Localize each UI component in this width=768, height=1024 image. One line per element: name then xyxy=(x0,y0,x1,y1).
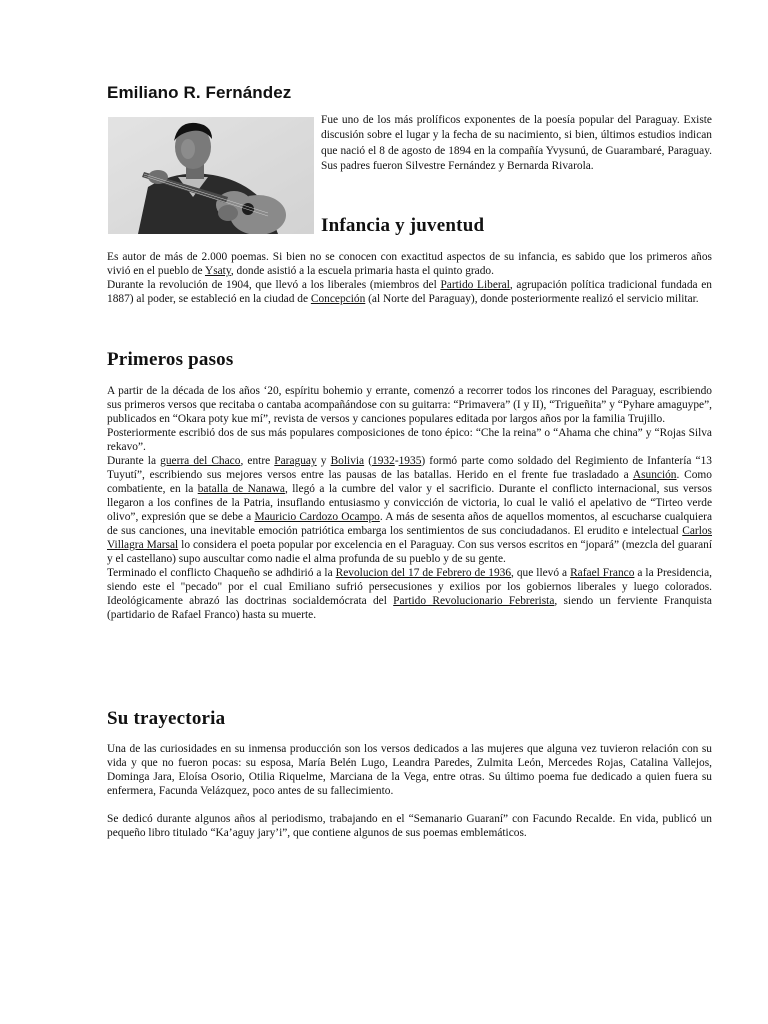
trayectoria-paragraph-2: Se dedicó durante algunos años al periodismo, trabajando en el “Semanario Guaraní” con Facundo Recalde. En vida, publicó un pequeño libro titulado “Ka’aguy jary’i”, que contiene algunos de sus poemas emblemáticos. xyxy=(107,813,712,839)
heading-primeros: Primeros pasos xyxy=(107,349,234,370)
infancia-paragraph-2: Durante la revolución de 1904, que llevó a los liberales (miembros del Partido Liberal, agrupación política tradicional fundada en 1887) al poder, se estableció en la ciudad de Concepción (al Norte del Paraguay), donde posteriormente realizó el servicio militar. xyxy=(107,279,712,305)
infancia-paragraph-1: Es autor de más de 2.000 poemas. Si bien no se conocen con exactitud aspectos de su infancia, es sabido que los primeros años vivió en el pueblo de Ysaty, donde asistió a la escuela primaria hasta el quinto grado. xyxy=(107,251,712,277)
link-1932[interactable]: 1932 xyxy=(372,455,395,467)
link-1935[interactable]: 1935 xyxy=(398,455,422,467)
primeros-paragraph-3: Durante la guerra del Chaco, entre Paraguay y Bolivia (1932-1935) formó parte como soldado del Regimiento de Infantería “13 Tuyutí”, escribiendo sus mejores versos entre las pausas de las batallas. Herido en el frente fue trasladado a Asunción. Como combatiente, en la batalla de Nanawa, llegó a la cumbre del valor y el sacrificio. Durante el conflicto internacional, sus versos llegaron a los confines de la Patria, insuflando entusiasmo y convicción de victoria, lo cual le valió el apelativo de “Tirteo verde olivo”, expresión que se debe a Mauricio Cardozo Ocampo. A más de sesenta años de aquellos momentos, al escucharse cualquiera de sus canciones, una inevitable emoción patriótica embarga los sentimientos de sus conciudadanos. El erudito e intelectual Carlos Villagra Marsal lo considera el poeta popular por excelencia en el Paraguay. Con sus versos escritos en “jopará” (mezcla del guaraní y el castellano) supo auscultar como nadie el alma profunda de su pueblo y de su gente. xyxy=(107,455,713,565)
trayectoria-paragraph-1: Una de las curiosidades en su inmensa producción son los versos dedicados a las mujeres que alguna vez tuvieron relación con su vida y que no fueron pocas: su esposa, María Belén Lugo, Leandra Paredes, Zulmita León, Mercedes Rojas, Catalina Vallejos, Dominga Jara, Eloísa Osorio, Otilia Riquelme, Marciana de la Vega, entre otras. Su último poema fue dedicado a quien fuera su enfermera, Facunda Velázquez, poco antes de su fallecimiento. xyxy=(107,743,712,797)
primeros-paragraph-4: Terminado el conflicto Chaqueño se adhdirió a la Revolucion del 17 de Febrero de 1936, que llevó a Rafael Franco a la Presidencia, siendo este el "pecado" por el cual Emiliano sufrió persecusiones y exilios por los gobiernos liberales y luego colorados. Ideológicamente abrazó las doctrinas socialdemócrata del Partido Revolucionario Febrerista, siendo un ferviente Franquista (partidario de Rafael Franco) hasta su muerte. xyxy=(107,567,712,621)
link-carlos-villagra-marsal[interactable]: Carlos Villagra Marsal xyxy=(107,525,712,551)
link-mauricio-cardozo-ocampo[interactable]: Mauricio Cardozo Ocampo xyxy=(254,511,380,523)
section-trayectoria xyxy=(107,742,712,840)
portrait-photo xyxy=(108,117,314,234)
link-paraguay[interactable]: Paraguay xyxy=(274,455,317,467)
heading-trayectoria: Su trayectoria xyxy=(107,708,226,729)
link-asuncion[interactable]: Asunción xyxy=(632,469,677,481)
link-batalla-nanawa[interactable]: batalla de Nanawa xyxy=(197,483,285,495)
primeros-paragraph-1: A partir de la década de los años ‘20, espíritu bohemio y errante, comenzó a recorrer todos los rincones del Paraguay, escribiendo sus primeros versos que recitaba o cantaba acompañándose con su guitarra: “Primavera” (I y II), “Trigueñita” y “Pyhare amaguype”, publicados en “Okara poty kue mí”, revista de versos y canciones populares editada por largos años por la familia Trujillo. xyxy=(107,385,712,425)
link-ysaty[interactable]: Ysaty xyxy=(204,265,231,277)
heading-infancia: Infancia y juventud xyxy=(321,215,485,236)
page-title: Emiliano R. Fernández xyxy=(107,83,292,102)
link-rafael-franco[interactable]: Rafael Franco xyxy=(570,567,635,579)
link-partido-febrerista[interactable]: Partido Revolucionario Febrerista xyxy=(393,595,555,607)
link-partido-liberal[interactable]: Partido Liberal xyxy=(440,279,510,291)
intro-paragraph: Fue uno de los más prolíficos exponentes de la poesía popular del Paraguay. Existe discusión sobre el lugar y la fecha de su nacimiento, si bien, últimos estudios indican que nació el 8 de agosto de 1894 en la compañía Yvysunú, de Guarambaré, Paraguay. Sus padres fueron Silvestre Fernández y Bernarda Rivarola. xyxy=(321,114,712,173)
primeros-paragraph-2: Posteriormente escribió dos de sus más populares composiciones de tono épico: “Che la reina” o “Ahama che china” y “Rojas Silva rekavo”. xyxy=(107,427,712,453)
link-revolucion-1936[interactable]: Revolucion del 17 de Febrero de 1936 xyxy=(335,567,512,579)
link-bolivia[interactable]: Bolivia xyxy=(330,455,365,467)
link-guerra-chaco[interactable]: guerra del Chaco xyxy=(160,455,241,467)
link-concepcion[interactable]: Concepción xyxy=(310,293,366,305)
section-primeros xyxy=(107,384,712,622)
section-infancia xyxy=(107,250,712,306)
